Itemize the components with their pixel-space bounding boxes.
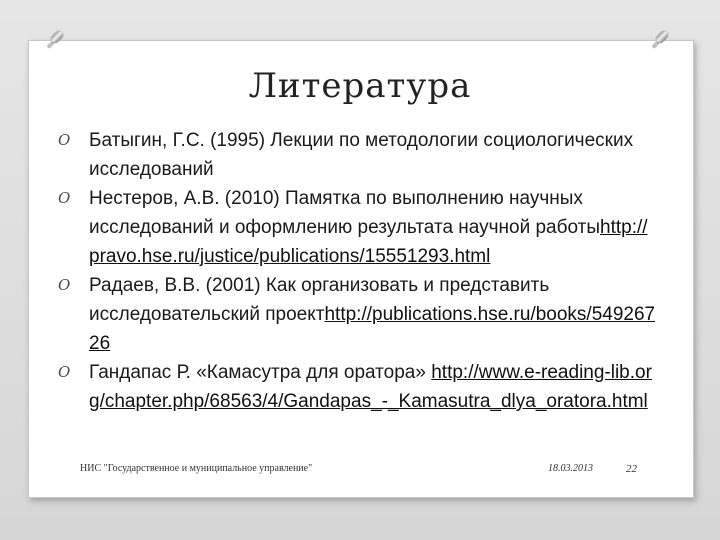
reference-text: Радаев, В.В. (2001) Как организовать и представить исследовательский проект xyxy=(89,275,550,325)
bullet-icon: O xyxy=(58,276,71,294)
reference-item xyxy=(58,271,658,358)
reference-text: Нестеров, А.В. (2010) Памятка по выполнению научных исследований и оформлению результата научной работы xyxy=(89,188,601,238)
bullet-icon: O xyxy=(58,363,71,381)
slide-title: Литература xyxy=(248,66,472,106)
bullet-icon: O xyxy=(58,189,71,207)
reference-item xyxy=(58,358,658,416)
reference-link[interactable]: http://publications.hse.ru/books/54926726 xyxy=(89,304,656,354)
footer-date: 18.03.2013 xyxy=(548,463,593,474)
reference-item xyxy=(58,126,658,184)
reference-list xyxy=(58,126,658,416)
reference-link[interactable]: http://pravo.hse.ru/justice/publications/15551293.html xyxy=(89,217,648,267)
reference-item xyxy=(58,184,658,271)
footer-course-name: НИС "Государственное и муниципальное управление" xyxy=(80,463,313,474)
reference-text: Гандапас Р. «Камасутра для оратора» xyxy=(89,362,432,383)
reference-link[interactable]: http://www.e-reading-lib.org/chapter.php/68563/4/Gandapas_-_Kamasutra_dlya_oratora.html xyxy=(89,362,652,412)
reference-text: Батыгин, Г.С. (1995) Лекции по методологии социологических исследований xyxy=(89,130,634,180)
slide-number: 22 xyxy=(626,463,637,475)
bullet-icon: O xyxy=(58,131,71,149)
